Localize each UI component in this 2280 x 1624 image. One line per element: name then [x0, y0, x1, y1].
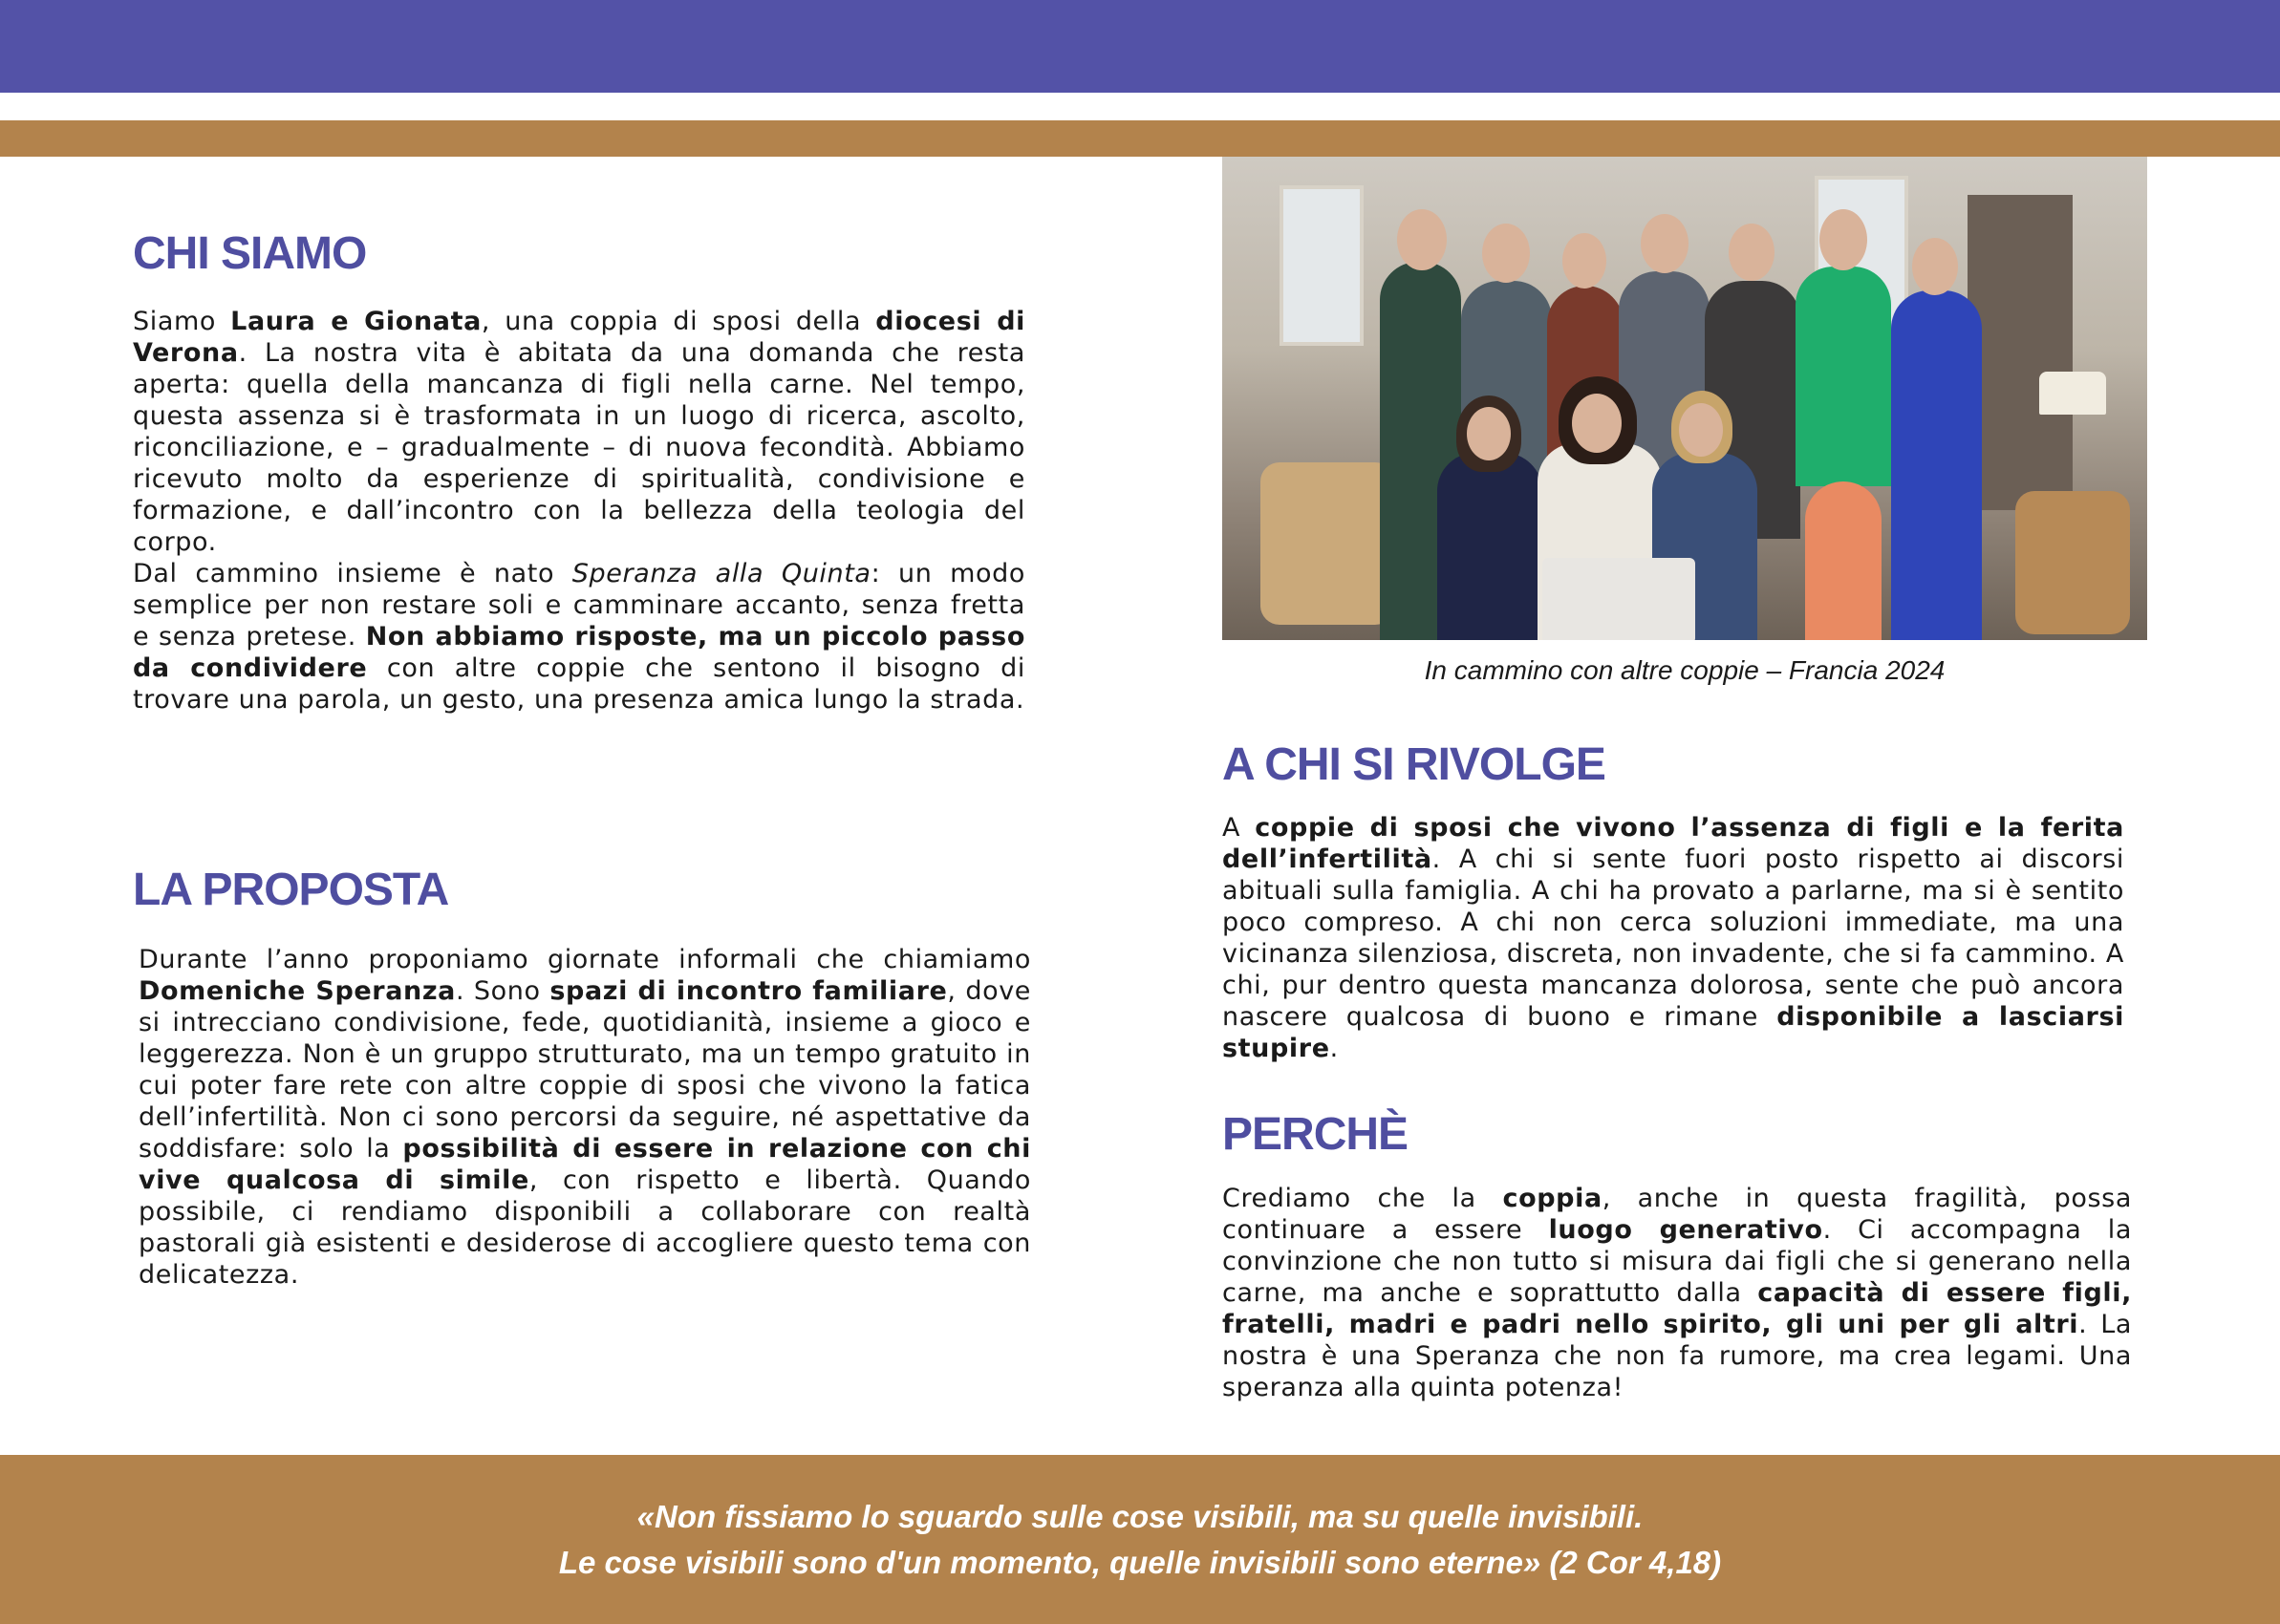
text-run: . La nostra vita è abitata da una domanda che resta aperta: quella della mancanza di figli nella carne. Nel tempo, questa assenza si è trasformata in un luogo di ricerca, ascolto, riconciliazione, e – gradualmente – di nuova fecondità. Abbiamo ricevuto molto da esperienze di spiritualità, condivisione e formazione, e dall’incontro con la bellezza della teologia del corpo.: [133, 338, 1025, 557]
photo-window: [1280, 185, 1364, 346]
person-head: [1819, 209, 1867, 270]
proposta-paragraph: [139, 944, 1031, 1291]
perche-paragraph: [1222, 1183, 2132, 1403]
text-run-bold: disponibile a lasciarsi stupire: [1222, 1002, 2124, 1063]
text-run-bold: Domeniche Speranza: [139, 976, 456, 1006]
text-run-bold: luogo generativo: [1548, 1215, 1823, 1245]
photo-door: [1968, 195, 2073, 510]
person: [1796, 267, 1891, 486]
a-chi-title: A CHI SI RIVOLGE: [1222, 739, 1605, 790]
chi-siamo-title: CHI SIAMO: [133, 228, 367, 279]
text-run-bold: Laura e Gionata: [230, 307, 482, 336]
person-head: [1679, 403, 1723, 457]
text-run-bold: coppie di sposi che vivono l’assenza di figli e la ferita dell’infertilità: [1222, 813, 2124, 874]
text-run: . A chi si sente fuori posto rispetto ai discorsi abituali sulla famiglia. A chi ha provato a parlarne, ma si è sentito poco compreso. A chi non cerca soluzioni immediate, ma una vicinanza silenziosa, discreta, non invadente, che si fa cammino. A chi, pur dentro questa mancanza dolorosa, sente che può ancora nascere qualcosa di buono e rimane: [1222, 844, 2124, 1032]
text-run-bold: spazi di incontro familiare: [549, 976, 948, 1006]
person-head: [1397, 209, 1447, 270]
text-run: Durante l’anno proponiamo giornate informali che chiamiamo: [139, 945, 1031, 974]
person-head: [1729, 224, 1775, 281]
text-run-bold: capacità di essere figli, fratelli, madri e padri nello spirito, gli uni per gli altri: [1222, 1278, 2132, 1339]
text-run: , anche in questa fragilità, possa continuare a essere: [1222, 1184, 2132, 1245]
quote-line-2: Le cose visibili sono d'un momento, quelle invisibili sono eterne» (2 Cor 4,18): [558, 1544, 1722, 1580]
text-run-bold: possibilità di essere in relazione con chi vive qualcosa di simile: [139, 1134, 1031, 1195]
text-run: . La nostra è una Speranza che non fa rumore, ma crea legami. Una speranza alla quinta potenza!: [1222, 1310, 2132, 1402]
text-run: con altre coppie che sentono il bisogno di trovare una parola, un gesto, una presenza amica lungo la strada.: [133, 653, 1025, 715]
quote-line-1: «Non fissiamo lo sguardo sulle cose visibili, ma su quelle invisibili.: [636, 1498, 1644, 1534]
text-run: , dove si intrecciano condivisione, fede, quotidianità, insieme a gioco e leggerezza. Non è un gruppo strutturato, ma un tempo gratuito in cui poter fare rete con altre coppie di sposi che vivono la fatica dell’infertilità. Non ci sono percorsi da seguire, né aspettative da soddisfare: solo la: [139, 976, 1031, 1164]
text-run-bold: diocesi di Verona: [133, 307, 1025, 368]
text-run: . Sono: [455, 976, 550, 1006]
text-run: Crediamo che la: [1222, 1184, 1503, 1213]
photo-chair: [2015, 491, 2130, 634]
a-chi-paragraph: [1222, 812, 2124, 1064]
text-run: , una coppia di sposi della: [481, 307, 876, 336]
text-run: .: [1329, 1034, 1339, 1063]
photo-lamp: [2039, 372, 2106, 415]
person-head: [1562, 233, 1606, 288]
person-legs: [1805, 481, 1882, 640]
person-head: [1467, 407, 1511, 460]
person-head: [1572, 394, 1622, 453]
person-head: [1482, 224, 1530, 283]
person: [1437, 453, 1542, 640]
photo-table: [1542, 558, 1695, 640]
quote-band: [0, 1455, 2280, 1624]
person-head: [1641, 214, 1688, 273]
text-run: : un modo semplice per non restare soli e camminare accanto, senza fretta e senza pretese.: [133, 559, 1026, 652]
text-run-bold: Non abbiamo risposte, ma un piccolo passo da condividere: [133, 622, 1025, 683]
text-run: Dal cammino insieme è nato: [133, 559, 572, 588]
text-run-italic: Speranza alla Quinta: [571, 559, 871, 588]
proposta-title: LA PROPOSTA: [133, 865, 449, 915]
text-run: , con rispetto e libertà. Quando possibile, ci rendiamo disponibili a collaborare con realtà pastorali già esistenti e desiderose di accogliere questo tema con delicatezza.: [139, 1165, 1032, 1290]
text-run-bold: coppia: [1502, 1184, 1602, 1213]
chi-siamo-paragraph-1: [133, 306, 1025, 558]
group-photo: [1222, 157, 2147, 640]
perche-title: PERCHÈ: [1222, 1109, 1409, 1160]
text-run: Siamo: [133, 307, 231, 336]
person: [1891, 290, 1982, 640]
person-head: [1912, 238, 1958, 295]
chi-siamo-paragraph-2: [133, 558, 1025, 716]
accent-band: [0, 120, 2280, 157]
text-run: A: [1222, 813, 1256, 843]
text-run: . Ci accompagna la convinzione che non tutto si misura dai figli che si generano nella carne, ma anche e soprattutto dalla: [1222, 1215, 2132, 1308]
top-band: [0, 0, 2280, 93]
photo-caption: In cammino con altre coppie – Francia 2024: [1424, 655, 1946, 685]
photo-armchair: [1260, 462, 1394, 625]
